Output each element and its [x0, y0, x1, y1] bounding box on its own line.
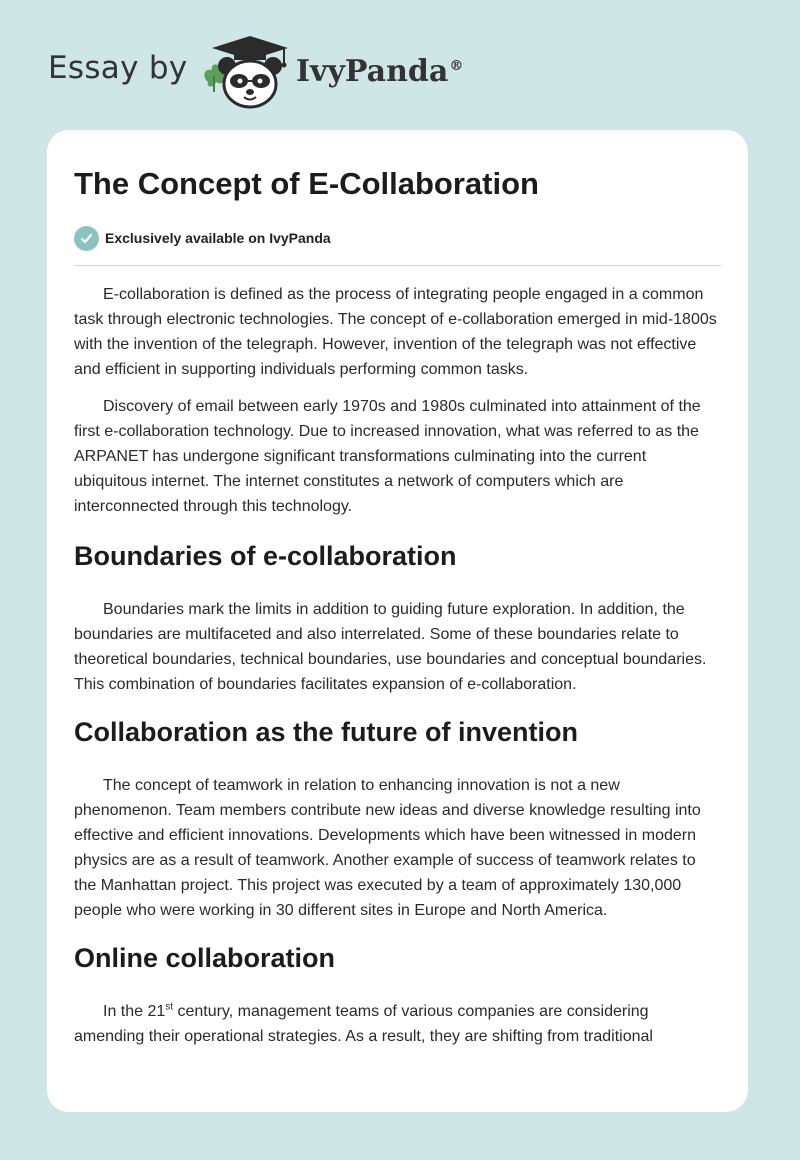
section-paragraph-online	[74, 999, 721, 1049]
online-text-rest: century, management teams of various companies are considering amending their operational strategies. As a result, they are shifting from traditional	[74, 1003, 653, 1045]
panda-graduate-logo[interactable]	[200, 34, 296, 110]
essay-card	[47, 130, 748, 1112]
online-text-start: In the 21	[103, 1003, 166, 1020]
brand-text: IvyPanda	[296, 54, 449, 89]
site-header	[0, 0, 800, 120]
exclusive-badge	[74, 225, 721, 251]
intro-paragraph-1: E-collaboration is defined as the process of integrating people engaged in a common task through electronic technologies. The concept of e-collaboration emerged in mid-1800s with the invention of the telegraph. However, invention of the telegraph was not effective and efficient in supporting individuals performing common tasks.	[74, 286, 717, 378]
section-paragraph-boundaries: Boundaries mark the limits in addition to guiding future exploration. In addition, the boundaries are multifaceted and also interrelated. Some of these boundaries relate to theoretical boundaries, technical boundaries, use boundaries and conceptual boundaries. This combination of boundaries facilitates expansion of e-collaboration.	[74, 601, 707, 693]
divider	[74, 265, 721, 266]
exclusive-label: Exclusively available on IvyPanda	[105, 230, 331, 246]
section-heading-online: Online collaboration	[74, 943, 336, 973]
intro-paragraph-2: Discovery of email between early 1970s and 1980s culminated into attainment of the first e-collaboration technology. Due to increased innovation, what was referred to as the ARPANET has undergone significant transformations culminating into the current ubiquitous internet. The internet constitutes a network of computers which are interconnected through this technology.	[74, 398, 701, 515]
page-title: The Concept of E-Collaboration	[74, 166, 539, 201]
section-paragraph-future: The concept of teamwork in relation to enhancing innovation is not a new phenomenon. Team members contribute new ideas and diverse knowledge resulting into effective and efficient innovations. Developments which have been witnessed in modern physics are as a result of teamwork. Another example of success of teamwork relates to the Manhattan project. This project was executed by a team of approximately 130,000 people who were working in 30 different sites in Europe and North America.	[74, 777, 701, 919]
brand-name[interactable]	[296, 54, 463, 89]
essay-by-label: Essay by	[48, 50, 188, 86]
ordinal-suffix: st	[165, 1001, 174, 1013]
registered-mark: ®	[449, 58, 464, 74]
section-heading-boundaries: Boundaries of e-collaboration	[74, 541, 457, 571]
check-circle-icon	[74, 226, 99, 251]
section-heading-future: Collaboration as the future of invention	[74, 717, 579, 747]
